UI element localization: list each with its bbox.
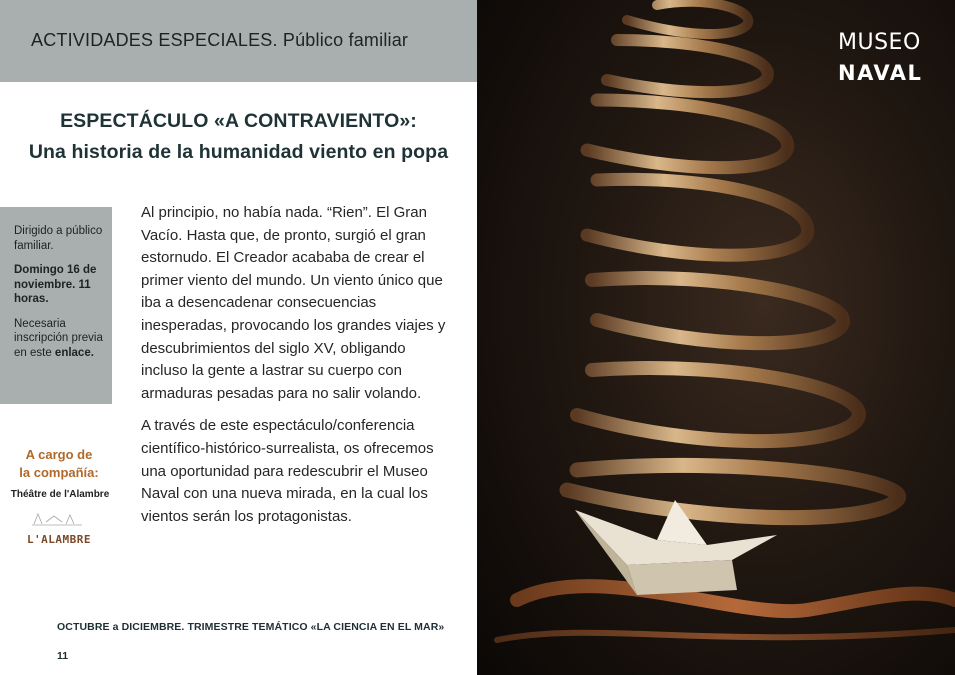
registration-prefix: Necesaria inscripción previa en este: [14, 317, 103, 359]
museum-logo-line1: MUSEO: [838, 30, 921, 55]
description-paragraph-1: Al principio, no había nada. “Rien”. El Gran Vacío. Hasta que, de pronto, surgió el gran estornudo. El Creador acababa de crear el primer viento del mundo. Un viento único que iba a desencadenar consecuencias inesperadas, provocando los grandes viajes y descubrimientos del siglo XV, obligando incluso la gente a lastrar su cuerpo con armaduras pesadas para no salir volando.: [141, 204, 446, 402]
museum-logo-line2: NAVAL: [838, 61, 923, 85]
svg-text:L'ALAMBRE: L'ALAMBRE: [26, 533, 92, 546]
footer-theme-line: OCTUBRE a DICIEMBRE. TRIMESTRE TEMÁTICO «LA CIENCIA EN EL MAR»: [57, 621, 445, 633]
info-sidebar: [0, 207, 112, 404]
spiral-sculpture-photo: [477, 0, 955, 675]
header-band: [0, 0, 477, 82]
company-label-line2: la compañía:: [19, 465, 99, 480]
event-description: [141, 202, 453, 538]
company-name: Théâtre de l'Alambre: [10, 489, 110, 500]
section-title: ACTIVIDADES ESPECIALES. Público familiar: [31, 30, 409, 50]
event-subtitle: Una historia de la humanidad viento en popa: [28, 141, 449, 163]
company-logo: [24, 512, 94, 548]
left-page: [0, 0, 477, 675]
page-number: 11: [57, 650, 69, 662]
registration-link[interactable]: enlace: [54, 346, 91, 359]
event-title: ESPECTÁCULO «A CONTRAVIENTO»:: [60, 110, 417, 132]
audience-text: Dirigido a público familiar.: [14, 225, 103, 252]
company-label-line1: A cargo de: [25, 447, 93, 462]
description-paragraph-2: A través de este espectáculo/conferencia científico-histórico-surrealista, os ofrecemos una oportunidad para redescubrir el Museo Naval con una nueva mirada, en la cual los vientos serán los protagonistas.: [141, 417, 434, 525]
date-time-text: Domingo 16 de noviembre. 11 horas.: [14, 264, 97, 305]
registration-suffix: .: [90, 346, 94, 359]
registration-text: [14, 317, 104, 361]
event-photo: [477, 0, 955, 675]
